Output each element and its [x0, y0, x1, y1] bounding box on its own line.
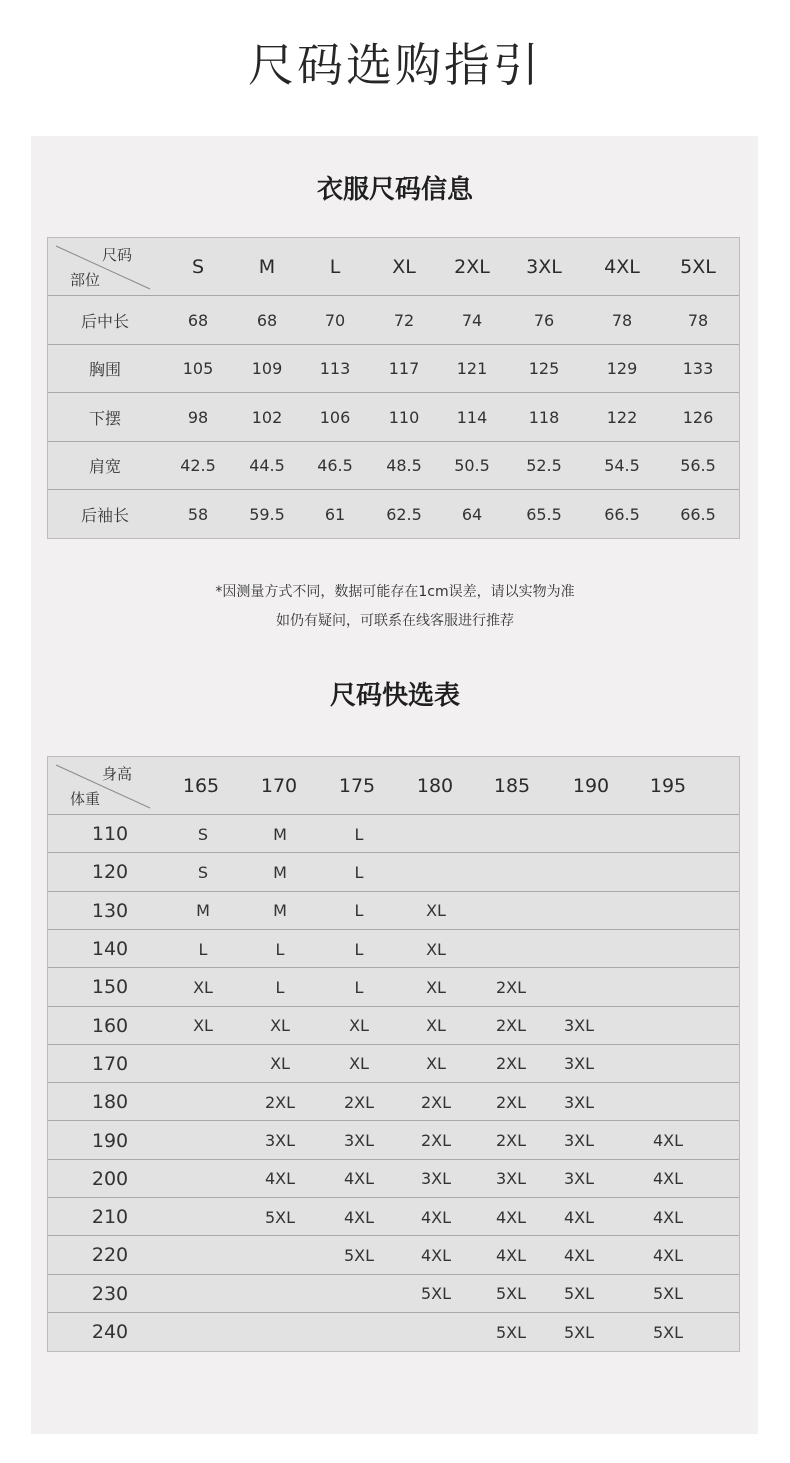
table-corner-header [48, 238, 154, 295]
weight-label: 120 [91, 861, 129, 884]
measurement-value: 78 [611, 310, 633, 330]
measurement-value: 126 [682, 407, 714, 427]
weight-label: 190 [91, 1129, 129, 1152]
corner-top-label: 身高 [102, 765, 133, 783]
size-recommendation: XL [349, 1016, 369, 1036]
size-recommendation: 4XL [495, 1245, 527, 1265]
size-recommendation: M [273, 862, 287, 882]
table-row [48, 344, 739, 394]
size-recommendation: 2XL [495, 977, 527, 997]
size-recommendation: M [273, 824, 287, 844]
size-recommendation: XL [193, 1016, 213, 1036]
note-measurement-error: *因测量方式不同，数据可能存在1cm误差，请以实物为准 [215, 584, 575, 600]
size-recommendation: 4XL [264, 1169, 296, 1189]
table-row [48, 295, 739, 345]
size-recommendation: 5XL [652, 1322, 684, 1342]
measurement-value: 74 [461, 310, 483, 330]
weight-label: 200 [91, 1167, 129, 1190]
measurement-value: 106 [319, 407, 351, 427]
size-recommendation: 3XL [563, 1092, 595, 1112]
size-recommendation: XL [270, 1054, 290, 1074]
corner-diagonal-line [48, 757, 154, 814]
size-recommendation: M [196, 901, 210, 921]
table-row [48, 852, 739, 891]
weight-label: 240 [91, 1321, 129, 1344]
size-recommendation: 2XL [495, 1054, 527, 1074]
measurement-value: 133 [682, 359, 714, 379]
size-recommendation: S [197, 862, 209, 882]
weight-label: 110 [91, 823, 129, 846]
corner-diagonal-line [48, 238, 154, 295]
size-header: 3XL [526, 255, 562, 278]
size-recommendation: 3XL [495, 1169, 527, 1189]
size-recommendation: L [275, 939, 285, 959]
measurement-value: 129 [606, 359, 638, 379]
weight-label: 150 [91, 976, 129, 999]
table-header-row [48, 238, 739, 295]
weight-label: 230 [91, 1282, 129, 1305]
measurement-label: 后中长 [80, 311, 130, 331]
weight-label: 160 [91, 1014, 129, 1037]
size-recommendation: 5XL [652, 1284, 684, 1304]
size-recommendation: 3XL [420, 1169, 452, 1189]
table-row [48, 1120, 739, 1159]
page-title: 尺码选购指引 [248, 38, 542, 92]
size-recommendation: XL [426, 1054, 446, 1074]
table-row [48, 1312, 739, 1351]
size-recommendation: 3XL [563, 1169, 595, 1189]
size-recommendation: 5XL [420, 1284, 452, 1304]
measurement-value: 78 [687, 310, 709, 330]
measurement-value: 76 [533, 310, 555, 330]
size-recommendation: 4XL [652, 1131, 684, 1151]
quick-size-table [47, 756, 740, 1352]
size-recommendation: 4XL [652, 1207, 684, 1227]
measurement-label: 胸围 [88, 360, 122, 380]
size-recommendation: 5XL [495, 1322, 527, 1342]
size-header: 4XL [604, 255, 640, 278]
size-header: XL [392, 255, 416, 278]
size-recommendation: 4XL [420, 1207, 452, 1227]
measurement-value: 61 [324, 504, 346, 524]
size-recommendation: 2XL [264, 1092, 296, 1112]
size-recommendation: 2XL [343, 1092, 375, 1112]
measurement-value: 54.5 [604, 456, 640, 476]
measurement-value: 113 [319, 359, 351, 379]
size-header: 5XL [680, 255, 716, 278]
weight-label: 140 [91, 938, 129, 961]
measurement-value: 58 [187, 504, 209, 524]
corner-bottom-label: 部位 [70, 271, 101, 289]
measurement-value: 68 [187, 310, 209, 330]
size-recommendation: XL [270, 1016, 290, 1036]
table-row [48, 1044, 739, 1083]
measurement-value: 62.5 [386, 504, 422, 524]
measurement-value: 114 [456, 407, 488, 427]
size-header: 2XL [454, 255, 490, 278]
table-row [48, 814, 739, 853]
measurement-value: 121 [456, 359, 488, 379]
measurement-value: 50.5 [454, 456, 490, 476]
size-recommendation: 5XL [343, 1245, 375, 1265]
size-recommendation: M [273, 901, 287, 921]
quick-size-title: 尺码快选表 [329, 681, 460, 711]
corner-top-label: 尺码 [102, 246, 133, 264]
size-recommendation: L [198, 939, 208, 959]
size-recommendation: L [354, 977, 364, 997]
size-recommendation: 2XL [420, 1131, 452, 1151]
measurement-label: 后袖长 [80, 505, 130, 525]
table-row [48, 1235, 739, 1274]
size-recommendation: 4XL [652, 1169, 684, 1189]
measurement-value: 105 [182, 359, 214, 379]
size-recommendation: 3XL [264, 1131, 296, 1151]
size-header: L [329, 255, 341, 278]
size-recommendation: 5XL [563, 1284, 595, 1304]
height-header: 185 [493, 774, 531, 797]
measurement-value: 109 [251, 359, 283, 379]
size-recommendation: L [354, 862, 364, 882]
size-header: M [258, 255, 276, 278]
size-recommendation: 5XL [563, 1322, 595, 1342]
measurement-value: 59.5 [249, 504, 285, 524]
measurement-value: 46.5 [317, 456, 353, 476]
measurement-value: 48.5 [386, 456, 422, 476]
weight-label: 180 [91, 1091, 129, 1114]
size-recommendation: XL [426, 901, 446, 921]
size-recommendation: XL [426, 939, 446, 959]
size-recommendation: 2XL [495, 1092, 527, 1112]
table-row [48, 1006, 739, 1045]
note-contact-service: 如仍有疑问，可联系在线客服进行推荐 [276, 613, 514, 629]
size-recommendation: 5XL [495, 1284, 527, 1304]
size-recommendation: 3XL [563, 1054, 595, 1074]
table-row [48, 1274, 739, 1313]
measurement-value: 52.5 [526, 456, 562, 476]
table-row [48, 489, 739, 539]
size-recommendation: L [354, 939, 364, 959]
measurement-value: 110 [388, 407, 420, 427]
measurement-value: 66.5 [680, 504, 716, 524]
size-recommendation: 3XL [563, 1131, 595, 1151]
measurement-value: 66.5 [604, 504, 640, 524]
measurement-value: 70 [324, 310, 346, 330]
size-recommendation: 2XL [420, 1092, 452, 1112]
height-header: 165 [182, 774, 220, 797]
size-recommendation: XL [349, 1054, 369, 1074]
height-header: 180 [416, 774, 454, 797]
table-row [48, 1082, 739, 1121]
table-row [48, 891, 739, 930]
size-recommendation: 4XL [563, 1245, 595, 1265]
size-recommendation: XL [193, 977, 213, 997]
measurement-value: 56.5 [680, 456, 716, 476]
size-recommendation: 4XL [343, 1169, 375, 1189]
weight-label: 170 [91, 1052, 129, 1075]
measurement-value: 117 [388, 359, 420, 379]
measurement-value: 102 [251, 407, 283, 427]
measurement-value: 64 [461, 504, 483, 524]
size-recommendation: 4XL [495, 1207, 527, 1227]
size-recommendation: 2XL [495, 1131, 527, 1151]
weight-label: 130 [91, 899, 129, 922]
height-header: 195 [649, 774, 687, 797]
size-recommendation: L [354, 901, 364, 921]
weight-label: 220 [91, 1244, 129, 1267]
size-recommendation: XL [426, 977, 446, 997]
measurement-value: 118 [528, 407, 560, 427]
size-recommendation: L [275, 977, 285, 997]
table-row [48, 929, 739, 968]
height-header: 170 [260, 774, 298, 797]
corner-bottom-label: 体重 [70, 790, 101, 808]
size-recommendation: 4XL [652, 1245, 684, 1265]
measurement-value: 122 [606, 407, 638, 427]
size-recommendation: 3XL [343, 1131, 375, 1151]
clothing-size-title: 衣服尺码信息 [316, 175, 473, 205]
size-recommendation: 2XL [495, 1016, 527, 1036]
height-header: 190 [572, 774, 610, 797]
table-header-row [48, 757, 739, 814]
size-recommendation: 3XL [563, 1016, 595, 1036]
size-recommendation: 4XL [343, 1207, 375, 1227]
table-row [48, 967, 739, 1006]
weight-label: 210 [91, 1206, 129, 1229]
measurement-label: 下摆 [88, 408, 122, 428]
table-corner-header [48, 757, 154, 814]
table-row [48, 1197, 739, 1236]
table-row [48, 441, 739, 491]
measurement-value: 125 [528, 359, 560, 379]
measurement-label: 肩宽 [88, 457, 122, 477]
table-row [48, 392, 739, 442]
measurement-value: 44.5 [249, 456, 285, 476]
size-recommendation: 4XL [420, 1245, 452, 1265]
measurement-value: 72 [393, 310, 415, 330]
size-recommendation: 4XL [563, 1207, 595, 1227]
size-recommendation: XL [426, 1016, 446, 1036]
measurement-value: 68 [256, 310, 278, 330]
measurement-value: 42.5 [180, 456, 216, 476]
measurement-value: 98 [187, 407, 209, 427]
measurement-value: 65.5 [526, 504, 562, 524]
size-header: S [191, 255, 205, 278]
size-recommendation: 5XL [264, 1207, 296, 1227]
size-recommendation: S [197, 824, 209, 844]
clothing-size-table [47, 237, 740, 539]
size-recommendation: L [354, 824, 364, 844]
height-header: 175 [338, 774, 376, 797]
table-row [48, 1159, 739, 1198]
